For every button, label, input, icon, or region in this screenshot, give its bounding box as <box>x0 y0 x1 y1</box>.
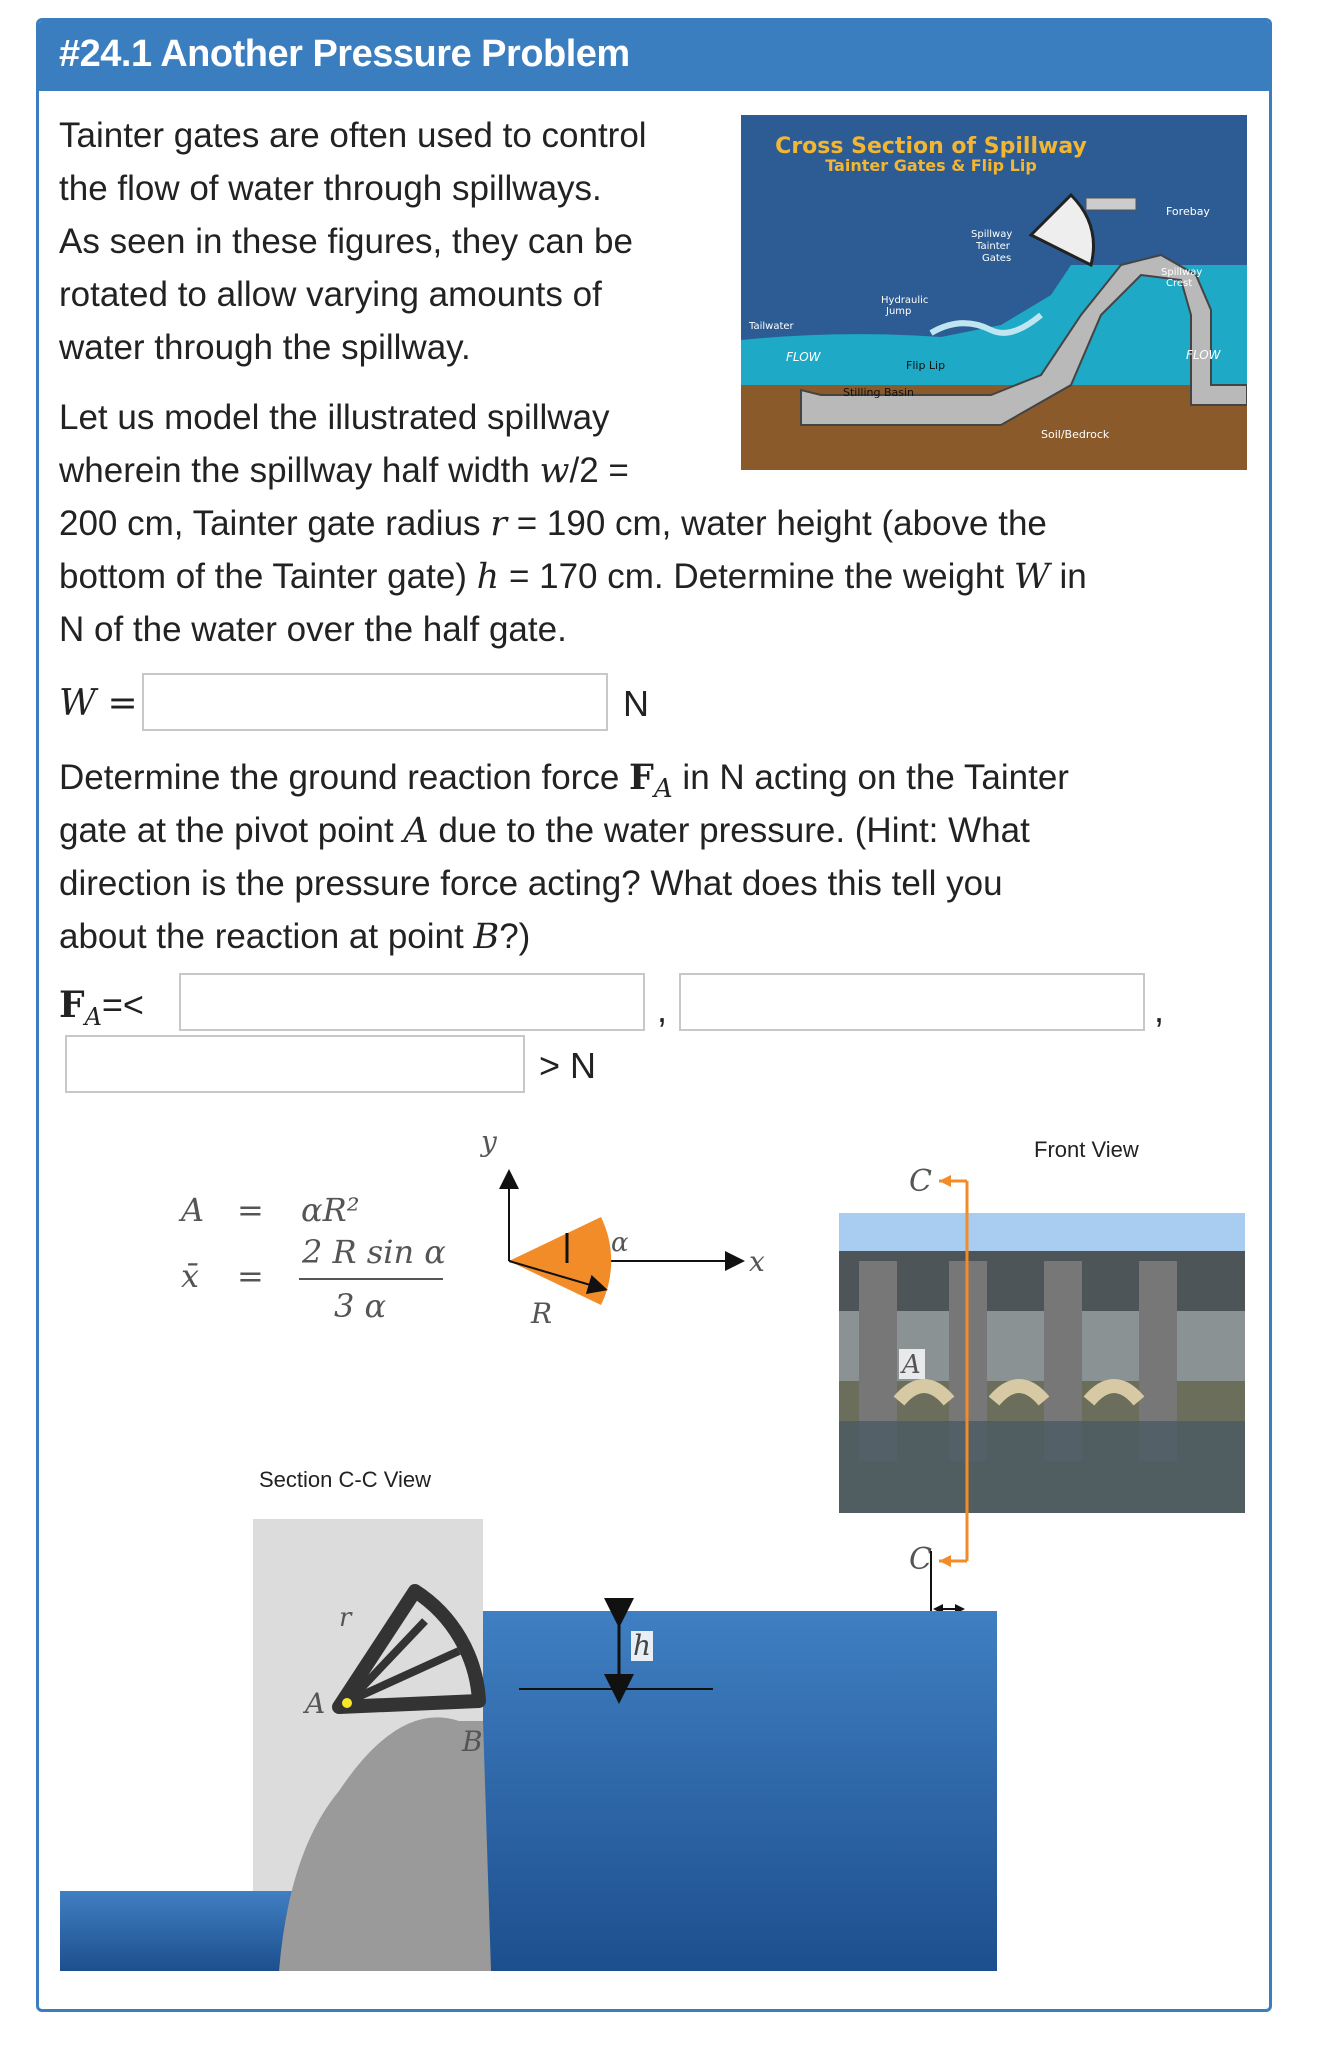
gates-label-3: Gates <box>982 253 1012 264</box>
spillway-cross-section-figure <box>741 115 1247 470</box>
stilling-basin-label: Stilling Basin <box>843 386 915 399</box>
spillway-title: Cross Section of Spillway <box>775 134 1087 159</box>
weight-unit: N <box>623 683 649 724</box>
centroid-numerator: 2 R sin α <box>302 1233 446 1271</box>
model-line-5: N of the water over the half gate. <box>59 610 567 649</box>
reaction-y-input[interactable] <box>679 973 1145 1031</box>
centroid-eq: = <box>237 1257 264 1295</box>
reaction-line-4: about the reaction at point B?) <box>59 917 531 957</box>
reaction-unit: > N <box>539 1045 597 1086</box>
front-view-title: Front View <box>1034 1137 1139 1162</box>
section-cc-figure <box>39 1451 1039 2011</box>
intro-line-1: Tainter gates are often used to control <box>59 116 647 155</box>
alpha-label: α <box>611 1228 629 1258</box>
reaction-label: $F_A=<$ <box>59 984 144 1032</box>
centroid-symbol: x̄ <box>181 1257 200 1295</box>
tailwater-label: Tailwater <box>749 321 794 332</box>
weight-input[interactable] <box>142 673 608 731</box>
water-height-label: h <box>633 1629 652 1662</box>
reaction-x-input[interactable] <box>179 973 645 1031</box>
area-symbol: A <box>181 1191 205 1229</box>
problem-card <box>36 18 1272 2012</box>
radius-label: R <box>531 1297 553 1330</box>
intro-line-3: As seen in these figures, they can be <box>59 222 633 261</box>
section-c-bottom: C <box>909 1542 932 1577</box>
sector-diagram <box>479 1121 799 1341</box>
intro-line-5: water through the spillway. <box>59 328 471 367</box>
forebay-label: Forebay <box>1166 205 1210 218</box>
jump-label-2: Jump <box>886 306 912 317</box>
centroid-denominator: 3 α <box>334 1287 387 1325</box>
flow-right-label: FLOW <box>1186 348 1221 362</box>
weight-label: W = <box>59 683 138 724</box>
intro-line-4: rotated to allow varying amounts of <box>59 275 602 314</box>
reaction-line-1: Determine the ground reaction force $F_A$ in N acting on the Tainter <box>59 757 1069 804</box>
flow-left-label: FLOW <box>786 350 821 364</box>
flip-lip-label: Flip Lip <box>906 359 946 372</box>
model-line-1: Let us model the illustrated spillway <box>59 398 610 437</box>
spillway-subtitle: Tainter Gates & Flip Lip <box>825 156 1037 175</box>
model-line-3: 200 cm, Tainter gate radius r = 190 cm, water height (above the <box>59 504 1047 544</box>
gates-label-1: Spillway <box>971 229 1013 240</box>
sector-formulas <box>159 1181 479 1331</box>
fraction-bar <box>299 1278 443 1280</box>
crest-label-1: Spillway <box>1161 267 1203 278</box>
reaction-comma-1: , <box>657 989 668 1030</box>
y-axis-label: y <box>481 1125 497 1158</box>
problem-header <box>39 21 1269 91</box>
pivot-a-label: A <box>305 1687 326 1720</box>
x-axis-label: x <box>749 1245 765 1278</box>
gates-label-2: Tainter <box>976 241 1010 252</box>
reaction-line-3: direction is the pressure force acting? What does this tell you <box>59 864 1003 903</box>
area-rhs: αR² <box>301 1191 360 1229</box>
intro-line-2: the flow of water through spillways. <box>59 169 602 208</box>
soil-bedrock-label: Soil/Bedrock <box>1041 428 1110 441</box>
front-view-a-label: A <box>902 1350 921 1380</box>
reaction-z-input[interactable] <box>65 1035 525 1093</box>
section-c-top: C <box>909 1164 932 1199</box>
area-eq: = <box>237 1191 264 1229</box>
reaction-comma-2: , <box>1154 989 1165 1030</box>
point-b-label: B <box>462 1725 483 1758</box>
model-line-4: bottom of the Tainter gate) h = 170 cm. Determine the weight W in <box>59 557 1087 597</box>
section-view-title: Section C-C View <box>259 1467 431 1492</box>
crest-label-2: Crest <box>1166 278 1193 289</box>
reaction-line-2: gate at the pivot point A due to the water pressure. (Hint: What <box>59 811 1030 851</box>
gate-radius-label: r <box>339 1603 352 1633</box>
jump-label-1: Hydraulic <box>881 295 929 306</box>
problem-title: #24.1 Another Pressure Problem <box>59 33 630 75</box>
model-line-2: wherein the spillway half width w/2 = <box>59 451 629 491</box>
